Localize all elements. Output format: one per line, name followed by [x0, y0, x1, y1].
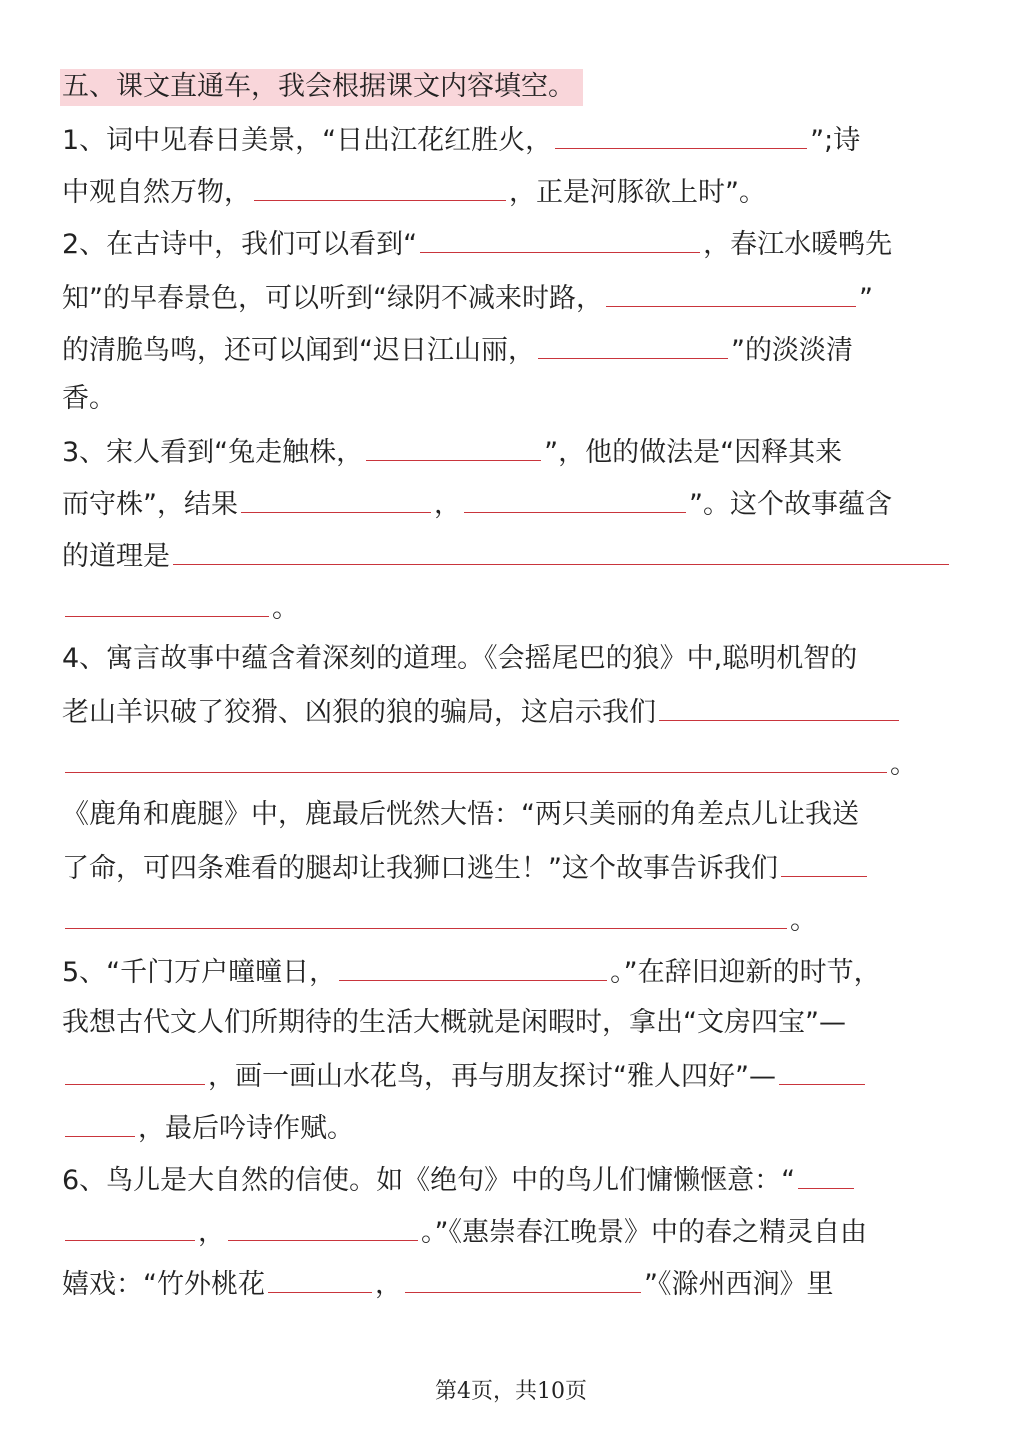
answer-blank[interactable]	[241, 486, 431, 513]
question-1-line-1: 1、词中见春日美景，“日出江花红胜火， ”;诗	[62, 122, 860, 156]
question-4-line-3: 。	[62, 746, 917, 780]
answer-blank[interactable]	[228, 1214, 418, 1241]
question-3-line-4: 。	[62, 590, 299, 624]
answer-blank[interactable]	[405, 1266, 641, 1293]
section-heading: 五、课文直通车，我会根据课文内容填空。	[62, 70, 583, 104]
answer-blank[interactable]	[65, 1214, 195, 1241]
answer-blank[interactable]	[538, 332, 728, 359]
question-2-line-1: 2、在古诗中，我们可以看到“ ，春江水暖鸭先	[62, 226, 892, 260]
question-4-line-4: 《鹿角和鹿腿》中，鹿最后恍然大悟：“两只美丽的角差点儿让我送	[62, 799, 859, 830]
answer-blank[interactable]	[65, 1110, 135, 1137]
question-6-line-2: ， 。”《惠崇春江晚景》中的春之精灵自由	[62, 1214, 867, 1248]
question-4-line-2: 老山羊识破了狡猾、凶狠的狼的骗局，这启示我们	[62, 694, 902, 728]
question-5-line-2: 我想古代文人们所期待的生活大概就是闲暇时，拿出“文房四宝”—	[62, 1007, 846, 1038]
answer-blank[interactable]	[65, 590, 269, 617]
question-5-line-4: ，最后吟诗作赋。	[62, 1110, 354, 1144]
answer-blank[interactable]	[65, 1058, 205, 1085]
answer-blank[interactable]	[254, 174, 506, 201]
question-4-line-6: 。	[62, 902, 817, 936]
question-6-line-1: 6、鸟儿是大自然的信使。如《绝句》中的鸟儿们慵懒惬意：“	[62, 1162, 857, 1196]
answer-blank[interactable]	[173, 538, 949, 565]
question-2-line-3: 的清脆鸟鸣，还可以闻到“迟日江山丽， ”的淡淡清	[62, 332, 853, 366]
answer-blank[interactable]	[339, 954, 607, 981]
answer-blank[interactable]	[781, 850, 867, 877]
answer-blank[interactable]	[798, 1162, 854, 1189]
question-5-line-1: 5、“千门万户曈曈日， 。”在辞旧迎新的时节，	[62, 954, 881, 988]
answer-blank[interactable]	[366, 434, 541, 461]
question-1-line-2: 中观自然万物， ，正是河豚欲上时”。	[62, 174, 766, 208]
answer-blank[interactable]	[65, 902, 787, 929]
answer-blank[interactable]	[606, 280, 856, 307]
answer-blank[interactable]	[779, 1058, 865, 1085]
answer-blank[interactable]	[268, 1266, 372, 1293]
question-3-line-3: 的道理是	[62, 538, 952, 572]
question-5-line-3: ，画一画山水花鸟，再与朋友探讨“雅人四好”—	[62, 1058, 868, 1092]
answer-blank[interactable]	[65, 746, 887, 773]
answer-blank[interactable]	[420, 226, 700, 253]
page-footer: 第4页，共10页	[435, 1379, 587, 1404]
question-6-line-3: 嬉戏：“竹外桃花 ， ”《滁州西涧》里	[62, 1266, 834, 1300]
question-3-line-1: 3、宋人看到“兔走触株， ”，他的做法是“因释其来	[62, 434, 842, 468]
answer-blank[interactable]	[659, 694, 899, 721]
answer-blank[interactable]	[555, 122, 807, 149]
question-3-line-2: 而守株”，结果 ， ”。这个故事蕴含	[62, 486, 892, 520]
question-2-line-4: 香。	[62, 383, 116, 414]
question-2-line-2: 知”的早春景色，可以听到“绿阴不减来时路， ”	[62, 280, 873, 314]
question-4-line-1: 4、寓言故事中蕴含着深刻的道理。《会摇尾巴的狼》中,聪明机智的	[62, 643, 858, 674]
answer-blank[interactable]	[464, 486, 686, 513]
question-4-line-5: 了命，可四条难看的腿却让我狮口逃生！”这个故事告诉我们	[62, 850, 870, 884]
